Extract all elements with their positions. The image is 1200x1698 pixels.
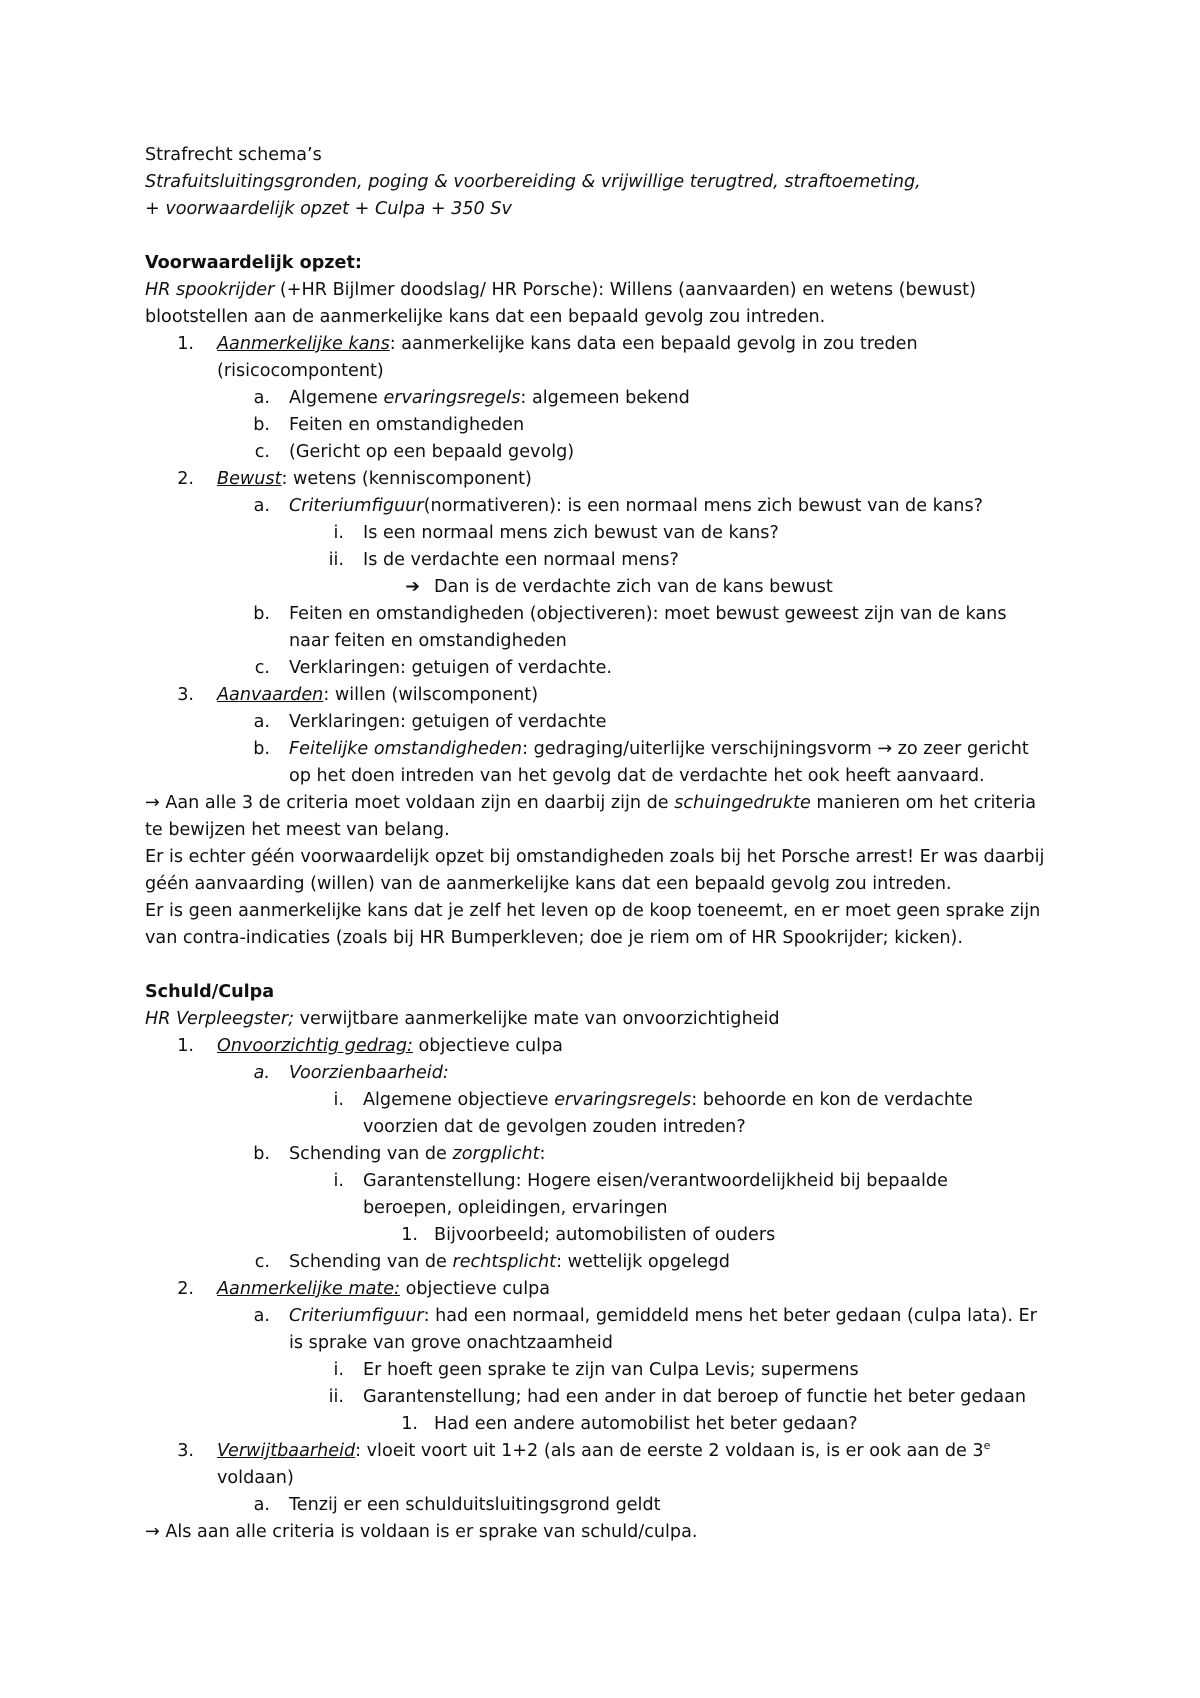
list-roman: i. (333, 1090, 344, 1110)
list-item: Garantenstellung: Hogere eisen/verantwoordelijkheid bij bepaalde (363, 1171, 948, 1191)
list-roman: ii. (328, 550, 344, 570)
list-item: Feiten en omstandigheden (objectiveren): moet bewust geweest zijn van de kans (289, 604, 1007, 624)
note-italic: schuingedrukte (674, 793, 811, 813)
item-italic: Criteriumfiguur (289, 1306, 424, 1326)
list-item (217, 1033, 563, 1060)
list-item: Verklaringen: getuigen of verdachte. (289, 658, 612, 678)
list-roman: i. (333, 1171, 344, 1191)
list-item: Dan is de verdachte zich van de kans bewust (434, 577, 833, 597)
list-item (217, 331, 918, 358)
list-item-cont: beroepen, opleidingen, ervaringen (363, 1198, 668, 1218)
list-item-cont: (risicocompontent) (217, 361, 384, 381)
list-item (289, 1141, 545, 1168)
culpa-intro (145, 1006, 780, 1033)
list-item-cont: voorzien dat de gevolgen zouden intreden? (363, 1117, 746, 1137)
item-text: : wettelijk opgelegd (556, 1252, 730, 1272)
opzet-intro (145, 277, 976, 304)
list-number: 1. (177, 334, 194, 354)
list-item: Verklaringen: getuigen of verdachte (289, 712, 607, 732)
note-paragraph (145, 790, 1036, 817)
item-text: : had een normaal, gemiddeld mens het beter gedaan (culpa lata). Er (423, 1306, 1037, 1326)
list-item (289, 493, 983, 520)
list-item: Voorzienbaarheid: (289, 1063, 449, 1083)
note-text: Aan alle 3 de criteria moet voldaan zijn en daarbij zijn de (159, 793, 675, 813)
item-text: zo zeer gericht (892, 739, 1029, 759)
list-item (289, 385, 690, 412)
item-label: Aanvaarden (217, 685, 324, 705)
item-text: : willen (wilscomponent) (323, 685, 539, 705)
item-text: : (539, 1144, 546, 1164)
section-heading-culpa: Schuld/Culpa (145, 982, 275, 1002)
item-italic: ervaringsregels (554, 1090, 692, 1110)
list-item: Is een normaal mens zich bewust van de kans? (363, 523, 779, 543)
list-letter: c. (254, 442, 270, 462)
arrow-icon: → (145, 1522, 160, 1542)
item-text: : aanmerkelijke kans data een bepaald gevolg in zou treden (389, 334, 918, 354)
doc-subtitle-2: + voorwaardelijk opzet + Culpa + 350 Sv (145, 199, 512, 219)
list-number: 3. (177, 685, 194, 705)
list-item (217, 466, 532, 493)
list-item: Had een andere automobilist het beter gedaan? (434, 1414, 858, 1434)
case-name: HR spookrijder (145, 280, 275, 300)
item-text: (normativeren): is een normaal mens zich bewust van de kans? (423, 496, 983, 516)
item-text: Algemene (289, 388, 384, 408)
list-number: 2. (177, 1279, 194, 1299)
item-italic: rechtsplicht (452, 1252, 557, 1272)
item-text: : gedraging/uiterlijke verschijningsvorm (522, 739, 878, 759)
list-letter: a. (253, 1495, 270, 1515)
note-paragraph-cont: te bewijzen het meest van belang. (145, 820, 450, 840)
item-label: Aanmerkelijke mate: (217, 1279, 401, 1299)
item-text: : vloeit voort uit 1+2 (als aan de eerste 2 voldaan is, is er ook aan de 3 (355, 1441, 984, 1461)
arrow-icon: ➔ (405, 577, 420, 597)
list-letter: b. (253, 604, 270, 624)
item-text: Algemene objectieve (363, 1090, 555, 1110)
item-label: Onvoorzichtig gedrag: (217, 1036, 413, 1056)
final-note (145, 1519, 697, 1546)
list-item: Er hoeft geen sprake te zijn van Culpa Levis; supermens (363, 1360, 859, 1380)
list-number: 3. (177, 1441, 194, 1461)
list-roman: ii. (328, 1387, 344, 1407)
list-number: 1. (177, 1036, 194, 1056)
list-item: Feiten en omstandigheden (289, 415, 525, 435)
list-item (217, 682, 538, 709)
item-label: Aanmerkelijke kans (217, 334, 390, 354)
list-letter: c. (254, 1252, 270, 1272)
item-label: Verwijtbaarheid (217, 1441, 356, 1461)
item-label: Bewust (217, 469, 282, 489)
item-text: : behoorde en kon de verdachte (691, 1090, 973, 1110)
list-letter: a. (253, 1063, 270, 1083)
doc-title: Strafrecht schema’s (145, 145, 322, 165)
list-letter: a. (253, 1306, 270, 1326)
list-item-cont: op het doen intreden van het gevolg dat de verdachte het ook heeft aanvaard. (289, 766, 985, 786)
list-number: 1. (401, 1414, 418, 1434)
list-letter: a. (253, 496, 270, 516)
list-item: Tenzij er een schulduitsluitingsgrond geldt (289, 1495, 661, 1515)
list-item (289, 1303, 1037, 1330)
list-roman: i. (333, 523, 344, 543)
list-item (217, 1438, 990, 1465)
intro-text: verwijtbare aanmerkelijke mate van onvoorzichtigheid (294, 1009, 780, 1029)
section-heading-opzet: Voorwaardelijk opzet: (145, 253, 362, 273)
list-item (289, 736, 1029, 763)
case-name: HR Verpleegster; (145, 1009, 295, 1029)
item-text: Schending van de (289, 1252, 453, 1272)
list-item (363, 1087, 973, 1114)
item-text: objectieve culpa (400, 1279, 551, 1299)
list-letter: a. (253, 388, 270, 408)
note-text: Als aan alle criteria is voldaan is er sprake van schuld/culpa. (159, 1522, 698, 1542)
list-roman: i. (333, 1360, 344, 1380)
list-number: 1. (401, 1225, 418, 1245)
list-item: Bijvoorbeeld; automobilisten of ouders (434, 1225, 776, 1245)
arrow-icon: → (145, 793, 160, 813)
note-paragraph: Er is geen aanmerkelijke kans dat je zelf het leven op de koop toeneemt, en er moet geen sprake zijn (145, 901, 1041, 921)
opzet-intro-line2: blootstellen aan de aanmerkelijke kans dat een bepaald gevolg zou intreden. (145, 307, 826, 327)
list-item (217, 1276, 550, 1303)
item-text: objectieve culpa (412, 1036, 563, 1056)
list-letter: b. (253, 739, 270, 759)
note-text: manieren om het criteria (810, 793, 1036, 813)
item-text: Schending van de (289, 1144, 453, 1164)
superscript: e (983, 1439, 991, 1453)
list-item: Garantenstellung; had een ander in dat beroep of functie het beter gedaan (363, 1387, 1027, 1407)
list-item (289, 1249, 730, 1276)
intro-text: (+HR Bijlmer doodslag/ HR Porsche): Willens (aanvaarden) en wetens (bewust) (274, 280, 976, 300)
doc-subtitle-1: Strafuitsluitingsgronden, poging & voorbereiding & vrijwillige terugtred, straftoemeting, (145, 172, 921, 192)
list-item-cont: is sprake van grove onachtzaamheid (289, 1333, 613, 1353)
item-text: : wetens (kenniscomponent) (281, 469, 532, 489)
list-item-cont: naar feiten en omstandigheden (289, 631, 567, 651)
item-italic: ervaringsregels (383, 388, 521, 408)
item-italic: Criteriumfiguur (289, 496, 424, 516)
note-paragraph-cont: van contra-indicaties (zoals bij HR Bumperkleven; doe je riem om of HR Spookrijder; kicken). (145, 928, 963, 948)
list-number: 2. (177, 469, 194, 489)
list-letter: b. (253, 415, 270, 435)
item-italic: Feitelijke omstandigheden (289, 739, 523, 759)
list-letter: a. (253, 712, 270, 732)
list-item: Is de verdachte een normaal mens? (363, 550, 679, 570)
list-item-cont: voldaan) (217, 1468, 294, 1488)
arrow-icon: → (877, 739, 893, 759)
list-letter: c. (254, 658, 270, 678)
list-item: (Gericht op een bepaald gevolg) (289, 442, 575, 462)
list-letter: b. (253, 1144, 270, 1164)
item-text: : algemeen bekend (520, 388, 690, 408)
note-paragraph-cont: géén aanvaarding (willen) van de aanmerkelijke kans dat een bepaald gevolg zou intreden. (145, 874, 952, 894)
item-italic: zorgplicht (452, 1144, 540, 1164)
note-paragraph: Er is echter géén voorwaardelijk opzet bij omstandigheden zoals bij het Porsche arrest! Er was daarbij (145, 847, 1045, 867)
